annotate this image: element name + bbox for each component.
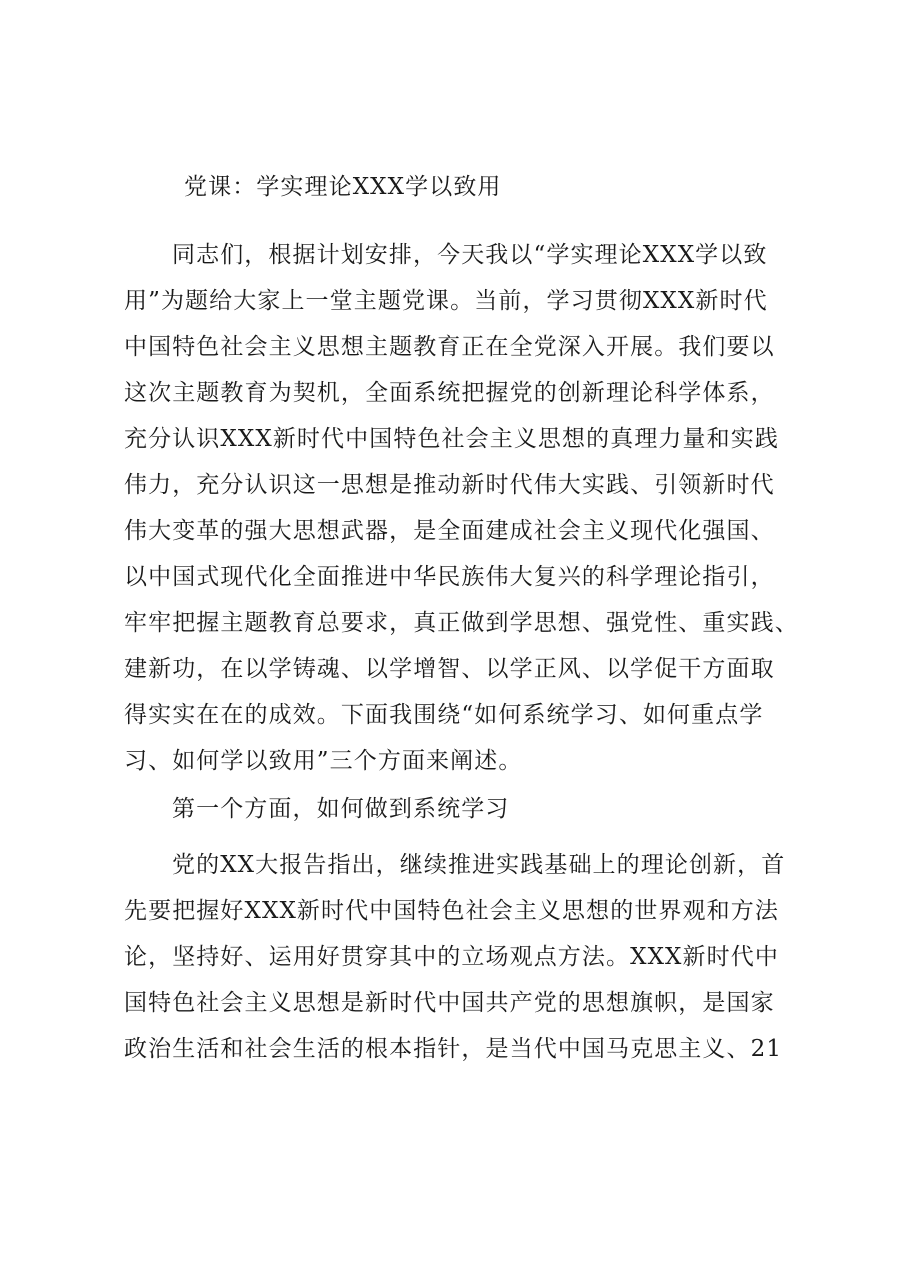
paragraph-line: 用”为题给大家上一堂主题党课。当前，学习贯彻XXX新时代 [124,288,768,314]
paragraph-line: 国特色社会主义思想是新时代中国共产党的思想旗帜，是国家 [124,990,775,1016]
paragraph-line: 党的XX大报告指出，继续推进实践基础上的理论创新，首 [172,852,786,878]
paragraph-line: 建新功，在以学铸魂、以学增智、以学正风、以学促干方面取 [124,656,775,682]
paragraph-line: 论，坚持好、运用好贯穿其中的立场观点方法。XXX新时代中 [124,944,779,970]
paragraph-line: 习、如何学以致用”三个方面来阐述。 [124,748,523,774]
paragraph-line: 这次主题教育为契机，全面系统把握党的创新理论科学体系， [124,380,775,406]
document-title: 党课：学实理论XXX学以致用 [184,174,502,200]
paragraph-line: 同志们，根据计划安排，今天我以“学实理论XXX学以致 [172,242,768,268]
paragraph-line: 中国特色社会主义思想主题教育正在全党深入开展。我们要以 [124,334,775,360]
paragraph-line: 伟力，充分认识这一思想是推动新时代伟大实践、引领新时代 [124,472,775,498]
paragraph-line: 先要把握好XXX新时代中国特色社会主义思想的世界观和方法 [124,898,779,924]
paragraph-line: 以中国式现代化全面推进中华民族伟大复兴的科学理论指引， [124,564,775,590]
paragraph-line: 得实实在在的成效。下面我围绕“如何系统学习、如何重点学 [124,702,764,728]
paragraph-line: 政治生活和社会生活的根本指针，是当代中国马克思主义、21 [124,1036,783,1062]
paragraph-line: 伟大变革的强大思想武器，是全面建成社会主义现代化强国、 [124,518,775,544]
paragraph-line: 牢牢把握主题教育总要求，真正做到学思想、强党性、重实践、 [124,610,799,636]
section-heading: 第一个方面，如何做到系统学习 [172,796,510,822]
paragraph-line: 充分认识XXX新时代中国特色社会主义思想的真理力量和实践 [124,426,779,452]
